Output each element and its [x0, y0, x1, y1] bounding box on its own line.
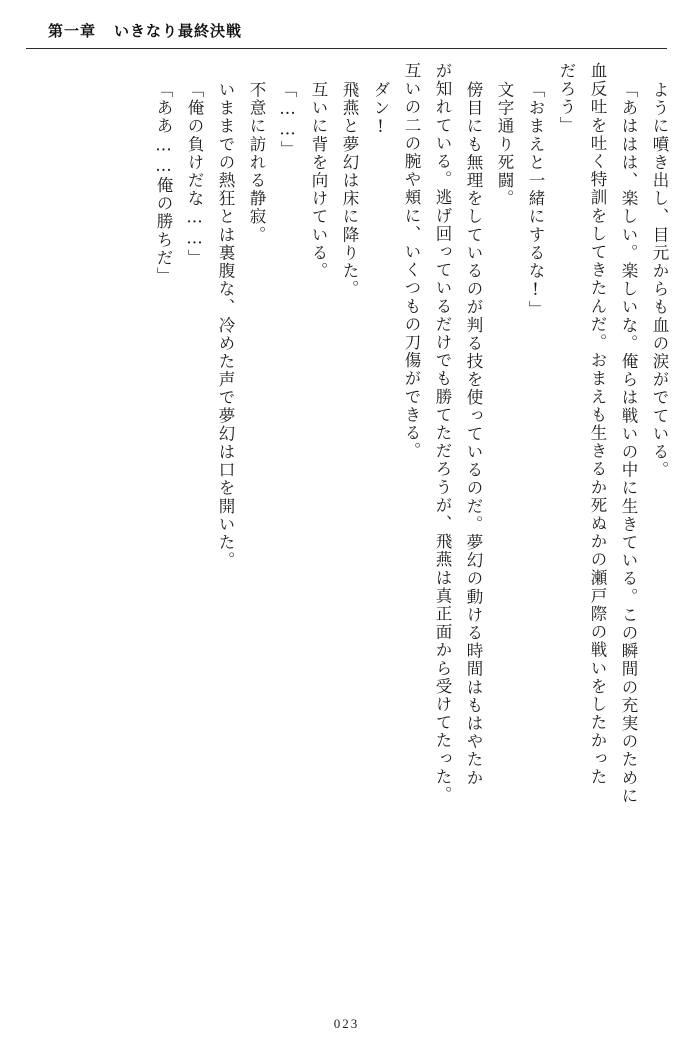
text-column: 「ああ……俺の勝ちだ」 [154, 81, 173, 286]
text-column: 「……」 [278, 81, 297, 159]
text-column: いままでの熱狂とは裏腹な、冷めた声で夢幻は口を開いた。 [216, 81, 235, 570]
chapter-number: 第一章 [48, 24, 97, 40]
page-number: 023 [333, 1016, 360, 1031]
text-column: だろう」 [557, 62, 576, 135]
vertical-text-body [26, 62, 667, 1002]
text-column: 互いに背を向けている。 [309, 81, 328, 281]
text-column: ダン! [371, 81, 390, 138]
running-head [48, 20, 242, 41]
text-column: 互いの二の腕や頬に、いくつもの刀傷ができる。 [402, 62, 421, 461]
text-column: が知れている。逃げ回っているだけでも勝てただろうが、飛燕は真正面から受けてたった。 [433, 62, 452, 805]
text-column: 文字通り死闘。 [495, 81, 514, 208]
chapter-title: いきなり最終決戦 [114, 24, 243, 40]
header-divider [26, 48, 667, 49]
text-column: 不意に訪れる静寂。 [247, 81, 266, 244]
text-column: 傍目にも無理をしているのが判る技を使っているのだ。夢幻の動ける時間はもはやたか [464, 81, 483, 787]
text-column: ように噴き出し、目元からも血の涙がでている。 [650, 81, 669, 480]
text-column: 「俺の負けだな……」 [185, 81, 204, 267]
text-column: 血反吐を吐く特訓をしてきたんだ。おまえも生きるか死ぬかの瀬戸際の戦いをしたかった [588, 62, 607, 786]
text-column: 「あははは、楽しい。楽しいな。俺らは戦いの中に生きている。この瞬間の充実のために [619, 81, 638, 805]
text-column: 飛燕と夢幻は床に降りた。 [340, 81, 359, 299]
text-column: 「おまえと一緒にするな!」 [526, 81, 545, 319]
